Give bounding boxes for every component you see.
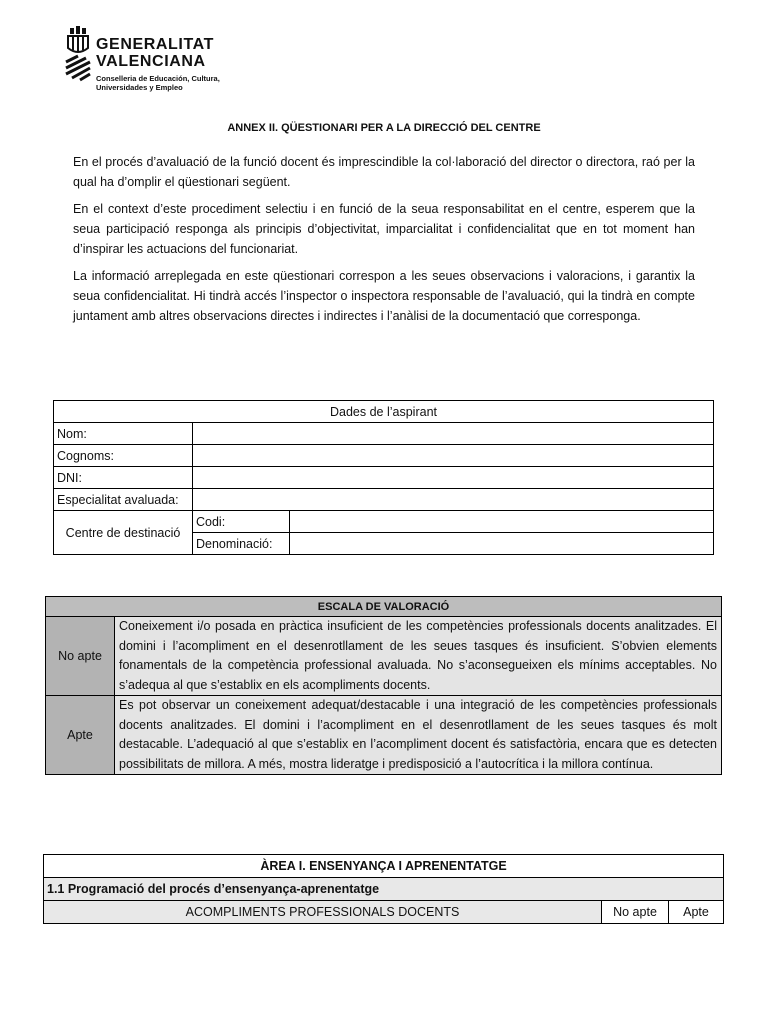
nom-label: Nom: (54, 423, 193, 445)
area-header: ÀREA I. ENSENYANÇA I APRENENTATGE (44, 855, 724, 878)
scale-header: ESCALA DE VALORACIÓ (46, 597, 722, 617)
especialitat-field[interactable] (193, 489, 714, 511)
scale-desc-apte: Es pot observar un coneixement adequat/destacable i una integració de les competències professionals docents analitzades. El domini i l’acompliment en el desenrotllament de les seues tasques és molt destacable. L’adequació al que s’establix en l’acompliment docent és satisfactòria, encara que es detecten possibilitats de millora. A més, mostra lideratge i predisposició a l’autocrítica i la millora contínua. (115, 696, 722, 775)
logo-subtitle-line1: Conselleria de Educación, Cultura, (96, 74, 220, 83)
denominacio-label: Denominació: (193, 533, 290, 555)
coat-of-arms-icon (64, 26, 92, 84)
page-title: ANNEX II. QÜESTIONARI PER A LA DIRECCIÓ DEL CENTRE (227, 122, 541, 134)
codi-field[interactable] (290, 511, 714, 533)
aspirant-table-header: Dades de l’aspirant (54, 401, 714, 423)
codi-label: Codi: (193, 511, 290, 533)
valuation-scale-table (45, 596, 722, 775)
generalitat-logo (64, 26, 264, 96)
aspirant-data-table (53, 400, 714, 555)
logo-subtitle (96, 74, 220, 92)
intro-paragraph-2: En el context d’este procediment selectiu i en funció de la seua responsabilitat en el centre, esperem que la seua participació responga als principis d’objectivitat, imparcialitat i confidencialitat que en tot moment han d’inspirar les actuacions del funcionariat. (73, 202, 695, 256)
scale-label-apte: Apte (46, 696, 115, 775)
scale-label-no-apte: No apte (46, 617, 115, 696)
area-table (43, 854, 724, 924)
intro-paragraph-3: La informació arreplegada en este qüestionari correspon a les seues observacions i valoracions, i garantix la seua confidencialitat. Hi tindrà accés l’inspector o inspectora responsable de l’avaluació, qui la tindrà en compte juntament amb altres observacions directes i indirectes i l’anàlisi de la documentació que corresponga. (73, 269, 695, 323)
area-subheader: 1.1 Programació del procés d’ensenyança-aprenentatge (44, 878, 724, 901)
col-apte: Apte (669, 901, 724, 924)
col-acompliments: ACOMPLIMENTS PROFESSIONALS DOCENTS (44, 901, 602, 924)
dni-label: DNI: (54, 467, 193, 489)
denominacio-field[interactable] (290, 533, 714, 555)
especialitat-label: Especialitat avaluada: (54, 489, 193, 511)
intro-paragraph-1: En el procés d’avaluació de la funció docent és imprescindible la col·laboració del director o directora, raó per la qual ha d’omplir el qüestionari següent. (73, 155, 695, 189)
logo-subtitle-line2: Universidades y Empleo (96, 83, 183, 92)
logo-title-line1: GENERALITAT (96, 36, 214, 53)
cognoms-field[interactable] (193, 445, 714, 467)
centre-label: Centre de destinació (54, 511, 193, 555)
dni-field[interactable] (193, 467, 714, 489)
nom-field[interactable] (193, 423, 714, 445)
cognoms-label: Cognoms: (54, 445, 193, 467)
scale-desc-no-apte: Coneixement i/o posada en pràctica insuficient de les competències professionals docents analitzades. El domini i l’acompliment en el desenrotllament de les seues tasques és insuficient. S’obvien elements fonamentals de la competència professional avaluada. No s’aconsegueixen els mínims acceptables. No s’adequa al que s’establix en els acompliments docents. (115, 617, 722, 696)
col-no-apte: No apte (602, 901, 669, 924)
logo-title-line2: VALENCIANA (96, 53, 206, 70)
